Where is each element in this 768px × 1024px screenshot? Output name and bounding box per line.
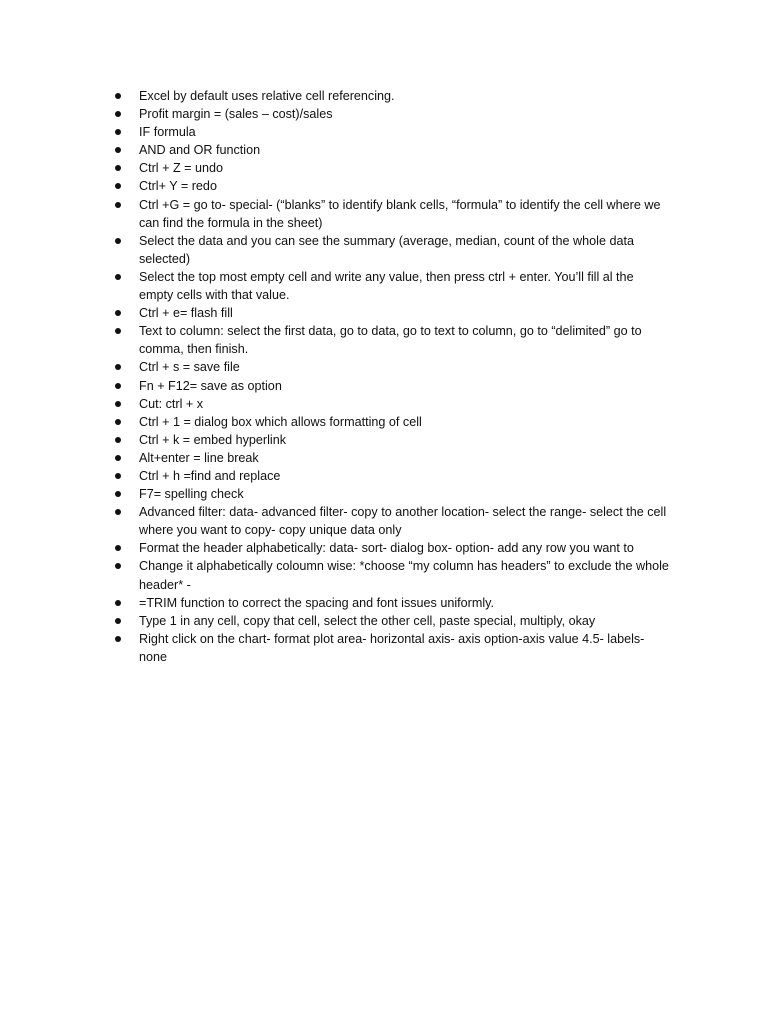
list-item <box>110 123 670 141</box>
bullet-icon <box>115 618 121 624</box>
list-item <box>110 268 670 304</box>
bullet-icon <box>115 111 121 117</box>
list-item <box>110 630 670 666</box>
bullet-icon <box>115 419 121 425</box>
list-item <box>110 612 670 630</box>
bullet-icon <box>115 600 121 606</box>
bullet-icon <box>115 563 121 569</box>
bullet-icon <box>115 636 121 642</box>
list-item-text: Advanced filter: data- advanced filter- copy to another location- select the range- select the cell where you want to copy- copy unique data only <box>139 505 667 538</box>
list-item-text: Ctrl+ Y = redo <box>139 179 217 194</box>
bullet-icon <box>115 328 121 334</box>
bullet-icon <box>115 274 121 280</box>
list-item-text: Text to column: select the first data, go to data, go to text to column, go to “delimited” go to comma, then finish. <box>139 324 642 357</box>
bullet-icon <box>115 129 121 135</box>
list-item-text: Ctrl + k = embed hyperlink <box>139 432 286 447</box>
list-item <box>110 377 670 395</box>
list-item-text: Select the top most empty cell and write any value, then press ctrl + enter. You’ll fill al the empty cells with that value. <box>139 269 634 303</box>
bullet-icon <box>115 93 121 99</box>
bullet-icon <box>115 183 121 189</box>
bullet-icon <box>115 238 121 244</box>
list-item-text: =TRIM function to correct the spacing and font issues uniformly. <box>139 595 495 610</box>
list-item-text: IF formula <box>139 125 196 140</box>
list-item-text: F7= spelling check <box>139 487 244 502</box>
list-item <box>110 467 670 485</box>
bullet-icon <box>115 455 121 461</box>
list-item <box>110 557 670 593</box>
list-item-text: Ctrl + e= flash fill <box>139 306 233 321</box>
list-item <box>110 594 670 612</box>
bullet-icon <box>115 165 121 171</box>
list-item-text: Ctrl +G = go to- special- (“blanks” to identify blank cells, “formula” to identify the cell where we can find the formula in the sheet) <box>139 197 661 230</box>
list-item-text: Ctrl + 1 = dialog box which allows formatting of cell <box>139 414 422 429</box>
list-item <box>110 358 670 376</box>
list-item <box>110 159 670 177</box>
list-item <box>110 105 670 123</box>
notes-bullet-list <box>110 87 670 666</box>
list-item <box>110 413 670 431</box>
list-item <box>110 322 670 358</box>
bullet-icon <box>115 491 121 497</box>
list-item-text: Type 1 in any cell, copy that cell, select the other cell, paste special, multiply, okay <box>139 613 596 628</box>
list-item <box>110 304 670 322</box>
list-item-text: Cut: ctrl + x <box>139 396 204 411</box>
list-item <box>110 177 670 195</box>
list-item <box>110 141 670 159</box>
list-item <box>110 449 670 467</box>
bullet-icon <box>115 383 121 389</box>
list-item-text: Change it alphabetically coloumn wise: *choose “my column has headers” to exclude the whole header* - <box>139 559 669 592</box>
bullet-icon <box>115 473 121 479</box>
list-item-text: Ctrl + s = save file <box>139 360 240 375</box>
list-item <box>110 539 670 557</box>
list-item-text: Ctrl + Z = undo <box>139 161 223 176</box>
bullet-icon <box>115 147 121 153</box>
list-item-text: Right click on the chart- format plot area- horizontal axis- axis option-axis value 4.5- labels-none <box>139 631 645 664</box>
bullet-icon <box>115 509 121 515</box>
bullet-icon <box>115 401 121 407</box>
bullet-icon <box>115 545 121 551</box>
list-item-text: Ctrl + h =find and replace <box>139 468 281 483</box>
list-item <box>110 232 670 268</box>
list-item <box>110 196 670 232</box>
list-item <box>110 87 670 105</box>
list-item <box>110 395 670 413</box>
list-item-text: AND and OR function <box>139 143 261 158</box>
list-item-text: Profit margin = (sales – cost)/sales <box>139 107 333 122</box>
list-item-text: Excel by default uses relative cell referencing. <box>139 89 395 103</box>
bullet-icon <box>115 364 121 370</box>
list-item-text: Select the data and you can see the summary (average, median, count of the whole data selected) <box>139 233 634 266</box>
list-item <box>110 431 670 449</box>
list-item-text: Format the header alphabetically: data- sort- dialog box- option- add any row you want to <box>139 541 634 556</box>
list-item-text: Fn + F12= save as option <box>139 378 282 393</box>
bullet-icon <box>115 310 121 316</box>
list-item-text: Alt+enter = line break <box>139 450 259 465</box>
list-item <box>110 503 670 539</box>
list-item <box>110 485 670 503</box>
bullet-icon <box>115 202 121 208</box>
bullet-icon <box>115 437 121 443</box>
